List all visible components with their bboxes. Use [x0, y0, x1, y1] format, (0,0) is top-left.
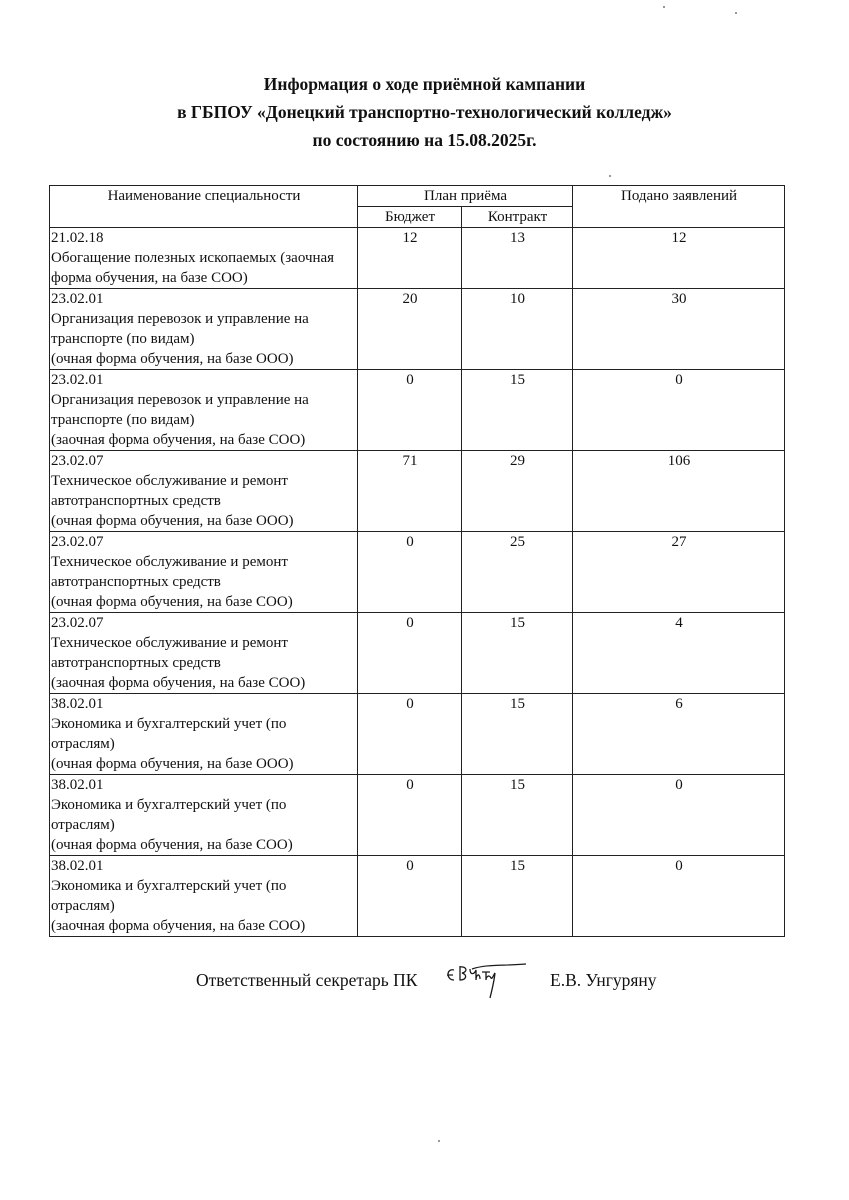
document-title: [0, 70, 849, 154]
specialty-description-line: (заочная форма обучения, на базе СОО): [51, 675, 306, 691]
specialty-cell: [50, 613, 358, 694]
table-row: [50, 613, 785, 694]
table-row: [50, 775, 785, 856]
scan-speck: [438, 1140, 440, 1142]
specialty-cell: [50, 228, 358, 289]
table-row: [50, 228, 785, 289]
handwritten-signature: [442, 960, 532, 1007]
table-body: [50, 228, 785, 937]
header-contract: Контракт: [462, 207, 573, 228]
submitted-count-cell: 12: [573, 228, 785, 289]
title-line-2: в ГБПОУ «Донецкий транспортно-технологический колледж»: [177, 102, 672, 122]
specialty-cell: [50, 451, 358, 532]
specialty-description-line: Экономика и бухгалтерский учет (по: [51, 878, 287, 894]
admission-table: [49, 185, 785, 937]
header-specialty: Наименование специальности: [50, 186, 358, 228]
specialty-description-line: форма обучения, на базе СОО): [51, 270, 248, 286]
specialty-description-line: транспорте (по видам): [51, 412, 195, 428]
specialty-description-line: отраслям): [51, 736, 115, 752]
specialty-description-line: Организация перевозок и управление на: [51, 392, 309, 408]
specialty-description-line: Обогащение полезных ископаемых (заочная: [51, 250, 335, 266]
header-applications-submitted: Подано заявлений: [573, 186, 785, 228]
specialty-description-line: автотранспортных средств: [51, 655, 221, 671]
signatory-role: Ответственный секретарь ПК: [196, 970, 418, 990]
specialty-description-line: отраслям): [51, 898, 115, 914]
contract-count-cell: 15: [462, 775, 573, 856]
specialty-code: 23.02.07: [51, 534, 104, 550]
title-line-3: по состоянию на 15.08.2025г.: [312, 130, 537, 150]
specialty-code: 23.02.07: [51, 615, 104, 631]
scan-speck: [663, 6, 665, 8]
specialty-description-line: (заочная форма обучения, на базе СОО): [51, 432, 306, 448]
specialty-cell: [50, 370, 358, 451]
specialty-code: 21.02.18: [51, 230, 104, 246]
contract-count-cell: 25: [462, 532, 573, 613]
specialty-cell: [50, 856, 358, 937]
budget-count-cell: 0: [358, 370, 462, 451]
specialty-code: 38.02.01: [51, 858, 104, 874]
specialty-code: 23.02.07: [51, 453, 104, 469]
specialty-code: 38.02.01: [51, 777, 104, 793]
budget-count-cell: 0: [358, 613, 462, 694]
submitted-count-cell: 30: [573, 289, 785, 370]
budget-count-cell: 0: [358, 775, 462, 856]
submitted-count-cell: 106: [573, 451, 785, 532]
budget-count-cell: 0: [358, 694, 462, 775]
title-line-1: Информация о ходе приёмной кампании: [263, 74, 586, 94]
table-row: [50, 694, 785, 775]
specialty-code: 23.02.01: [51, 372, 104, 388]
scan-speck: [609, 175, 611, 177]
specialty-description-line: (очная форма обучения, на базе ООО): [51, 756, 294, 772]
budget-count-cell: 12: [358, 228, 462, 289]
specialty-description-line: (очная форма обучения, на базе СОО): [51, 837, 293, 853]
submitted-count-cell: 27: [573, 532, 785, 613]
specialty-description-line: транспорте (по видам): [51, 331, 195, 347]
specialty-description-line: (очная форма обучения, на базе ООО): [51, 351, 294, 367]
submitted-count-cell: 0: [573, 856, 785, 937]
table-row: [50, 451, 785, 532]
specialty-description-line: Техническое обслуживание и ремонт: [51, 473, 288, 489]
submitted-count-cell: 0: [573, 775, 785, 856]
contract-count-cell: 15: [462, 694, 573, 775]
scan-speck: [735, 12, 737, 14]
specialty-description-line: автотранспортных средств: [51, 493, 221, 509]
specialty-description-line: (заочная форма обучения, на базе СОО): [51, 918, 306, 934]
specialty-description-line: Техническое обслуживание и ремонт: [51, 635, 288, 651]
contract-count-cell: 13: [462, 228, 573, 289]
contract-count-cell: 29: [462, 451, 573, 532]
contract-count-cell: 15: [462, 613, 573, 694]
table-row: [50, 532, 785, 613]
specialty-code: 38.02.01: [51, 696, 104, 712]
contract-count-cell: 10: [462, 289, 573, 370]
specialty-cell: [50, 532, 358, 613]
header-admission-plan: План приёма: [358, 186, 573, 207]
specialty-description-line: Организация перевозок и управление на: [51, 311, 309, 327]
specialty-description-line: Техническое обслуживание и ремонт: [51, 554, 288, 570]
header-budget: Бюджет: [358, 207, 462, 228]
budget-count-cell: 0: [358, 856, 462, 937]
contract-count-cell: 15: [462, 856, 573, 937]
budget-count-cell: 20: [358, 289, 462, 370]
specialty-cell: [50, 775, 358, 856]
specialty-description-line: отраслям): [51, 817, 115, 833]
signatory-name: Е.В. Унгуряну: [550, 970, 657, 990]
contract-count-cell: 15: [462, 370, 573, 451]
budget-count-cell: 0: [358, 532, 462, 613]
table-row: [50, 370, 785, 451]
specialty-description-line: автотранспортных средств: [51, 574, 221, 590]
submitted-count-cell: 4: [573, 613, 785, 694]
submitted-count-cell: 0: [573, 370, 785, 451]
specialty-code: 23.02.01: [51, 291, 104, 307]
specialty-description-line: Экономика и бухгалтерский учет (по: [51, 797, 287, 813]
specialty-cell: [50, 289, 358, 370]
specialty-cell: [50, 694, 358, 775]
specialty-description-line: Экономика и бухгалтерский учет (по: [51, 716, 287, 732]
budget-count-cell: 71: [358, 451, 462, 532]
submitted-count-cell: 6: [573, 694, 785, 775]
specialty-description-line: (очная форма обучения, на базе СОО): [51, 594, 293, 610]
table-row: [50, 289, 785, 370]
table-row: [50, 856, 785, 937]
specialty-description-line: (очная форма обучения, на базе ООО): [51, 513, 294, 529]
